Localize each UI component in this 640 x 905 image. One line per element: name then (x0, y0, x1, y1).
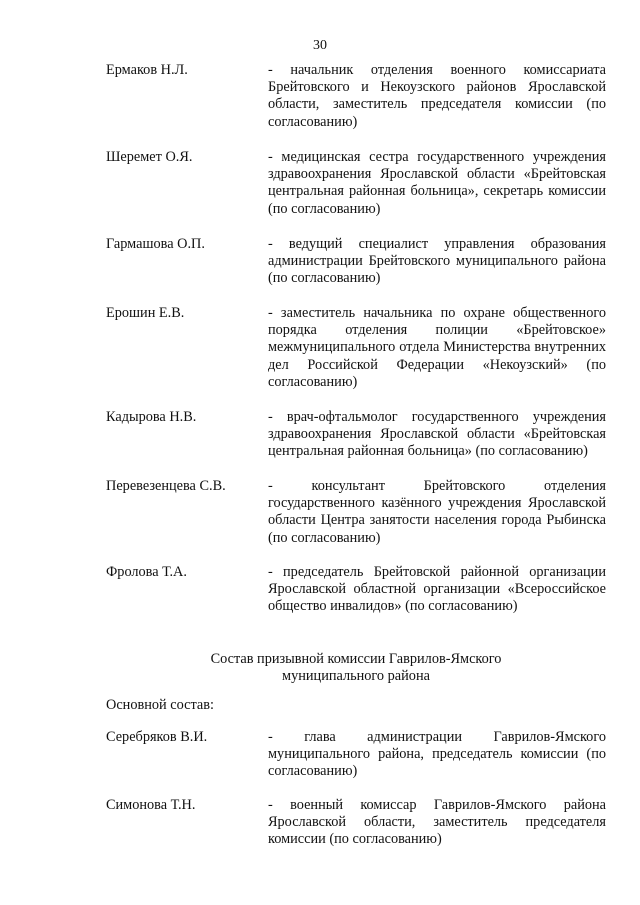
member-name: Симонова Т.Н. (106, 797, 196, 813)
member-role: - заместитель начальника по охране общественного порядка отделения полиции «Брейтовское» межмуниципального отдела Министерства внутренних дел Российской Федерации «Некоузский» (по согласованию) (268, 305, 606, 390)
page-number: 30 (313, 38, 327, 53)
member-role: - медицинская сестра государственного учреждения здравоохранения Ярославской области «Брейтовская центральная районная больница», секретарь комиссии (по согласованию) (268, 149, 606, 217)
member-role: - глава администрации Гаврилов-Ямского муниципального района, председатель комиссии (по согласованию) (268, 729, 606, 780)
member-name: Шеремет О.Я. (106, 149, 193, 165)
member-role: - военный комиссар Гаврилов-Ямского района Ярославской области, заместитель председателя комиссии (по согласованию) (268, 797, 606, 848)
member-role: - ведущий специалист управления образования администрации Брейтовского муниципального района (по согласованию) (268, 236, 606, 287)
section-heading-line: Состав призывной комиссии Гаврилов-Ямского (210, 651, 502, 667)
member-name: Ерошин Е.В. (106, 305, 185, 321)
member-name: Серебряков В.И. (106, 729, 208, 745)
section-heading-line: муниципального района (282, 668, 430, 685)
member-name: Фролова Т.А. (106, 564, 187, 580)
section-heading (106, 651, 606, 685)
main-composition-label: Основной состав: (106, 697, 214, 713)
member-role: - консультант Брейтовского отделения государственного казённого учреждения Ярославской области Центра занятости населения города Рыбинска (по согласованию) (268, 478, 606, 546)
member-role: - начальник отделения военного комиссариата Брейтовского и Некоузского районов Ярославской области, заместитель председателя комиссии (по согласованию) (268, 62, 606, 130)
member-name: Перевезенцева С.В. (106, 478, 226, 494)
member-name: Кадырова Н.В. (106, 409, 197, 425)
member-name: Ермаков Н.Л. (106, 62, 188, 78)
member-role: - председатель Брейтовской районной организации Ярославской областной организации «Всероссийское общество инвалидов» (по согласованию) (268, 564, 606, 615)
member-name: Гармашова О.П. (106, 236, 205, 252)
member-role: - врач-офтальмолог государственного учреждения здравоохранения Ярославской области «Брейтовская центральная районная больница» (по согласованию) (268, 409, 606, 460)
